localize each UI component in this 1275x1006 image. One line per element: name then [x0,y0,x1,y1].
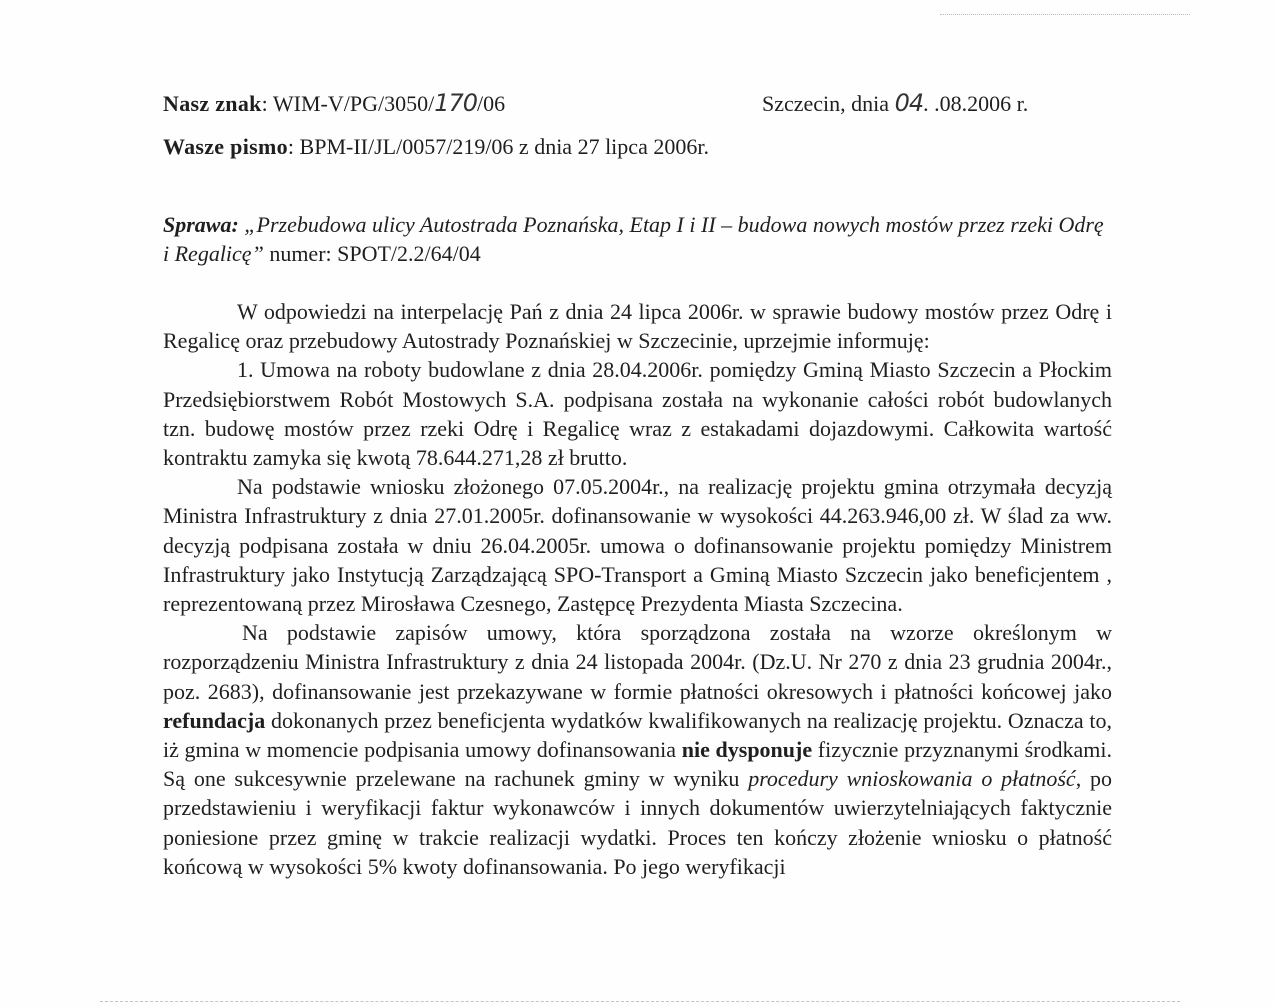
reference-label: Nasz znak [163,91,262,116]
reference-suffix: /06 [477,91,506,116]
subject-title: „Przebudowa ulicy Autostrada Poznańska, Etap I i II – budowa nowych mostów przez rzeki Odrę i Regalicę” [163,212,1104,266]
subject-block [163,210,1113,268]
scan-artifact-bottom [100,1001,1180,1002]
your-letter-label: Wasze pismo [163,134,288,159]
refund-text-b: dokonanych przez beneficjenta wydatków kwalifikowanych na realizację projektu. Oznacza to, iż gmina w momencie podpisania umowy dofinansowania [163,707,1112,763]
scan-artifact-top [940,14,1190,15]
paragraph-refund-procedure [163,618,1112,881]
paragraph-intro: W odpowiedzi na interpelację Pań z dnia 24 lipca 2006r. w sprawie budowy mostów przez Odrę i Regalicę oraz przebudowy Autostrady Poznańskiej w Szczecinie, uprzejmie informuję: [163,299,1112,354]
letter-body [163,297,1112,881]
date-prefix: Szczecin, dnia [762,91,895,116]
reference-prefix: : WIM-V/PG/3050/ [261,91,435,116]
paragraph-funding-decision: Na podstawie wniosku złożonego 07.05.2004r., na realizację projektu gmina otrzymała decyzją Ministra Infrastruktury z dnia 27.01.2005r. dofinansowanie w wysokości 44.263.946,00 zł. W ślad za ww. decyzją podpisana została w dniu 26.04.2005r. umowa o dofinansowanie projektu pomiędzy Ministrem Infrastruktury jako Instytucją Zarządzającą SPO-Transport a Gminą Miasto Szczecin jako beneficjentem , reprezentowaną przez Mirosława Czesnego, Zastępcę Prezydenta Miasta Szczecina. [163,474,1112,617]
date-handwritten-day: 04 [894,89,924,117]
your-letter-value: : BPM-II/JL/0057/219/06 z dnia 27 lipca 2006r. [287,134,709,159]
payment-procedure-italic: procedury wnioskowania o płatność [748,766,1076,792]
your-letter-line [163,132,709,162]
date-line [762,88,1028,119]
subject-label: Sprawa: [163,212,239,237]
reference-line [163,88,505,119]
subject-number: numer: SPOT/2.2/64/04 [263,241,481,266]
refund-text-a: Na podstawie zapisów umowy, która sporządzona została na wzorze określonym w rozporządzeniu Ministra Infrastruktury z dnia 24 listopada 2004r. (Dz.U. Nr 270 z dnia 23 grudnia 2004r., poz. 2683), dofinansowanie jest przekazywane w formie płatności okresowych i płatności końcowej jako [163,620,1112,704]
refund-emphasis: refundacja [163,707,266,733]
paragraph-contract: 1. Umowa na roboty budowlane z dnia 28.04.2006r. pomiędzy Gminą Miasto Szczecin a Płockim Przedsiębiorstwem Robót Mostowych S.A. podpisana została na wykonanie całości robót budowlanych tzn. budowę mostów przez rzeki Odrę i Regalicę wraz z estakadami dojazdowymi. Całkowita wartość kontraktu zamyka się kwotą 78.644.271,28 zł brutto. [163,357,1112,471]
refund-text-c: fizycznie przyznanymi środkami. Są one sukcesywnie przelewane na rachunek gminy w wyniku [163,737,1112,792]
reference-handwritten-number: 170 [434,89,478,117]
not-available-emphasis: nie dysponuje [681,737,813,763]
refund-text-d: , po przedstawieniu i weryfikacji faktur wykonawców i innych dokumentów uwierzytelniających faktycznie poniesione przez gminę w trakcie realizacji wydatki. Proces ten kończy złożenie wniosku o płatność końcową w wysokości 5% kwoty dofinansowania. Po jego weryfikacji [163,766,1113,879]
date-suffix: . .08.2006 r. [923,91,1029,116]
